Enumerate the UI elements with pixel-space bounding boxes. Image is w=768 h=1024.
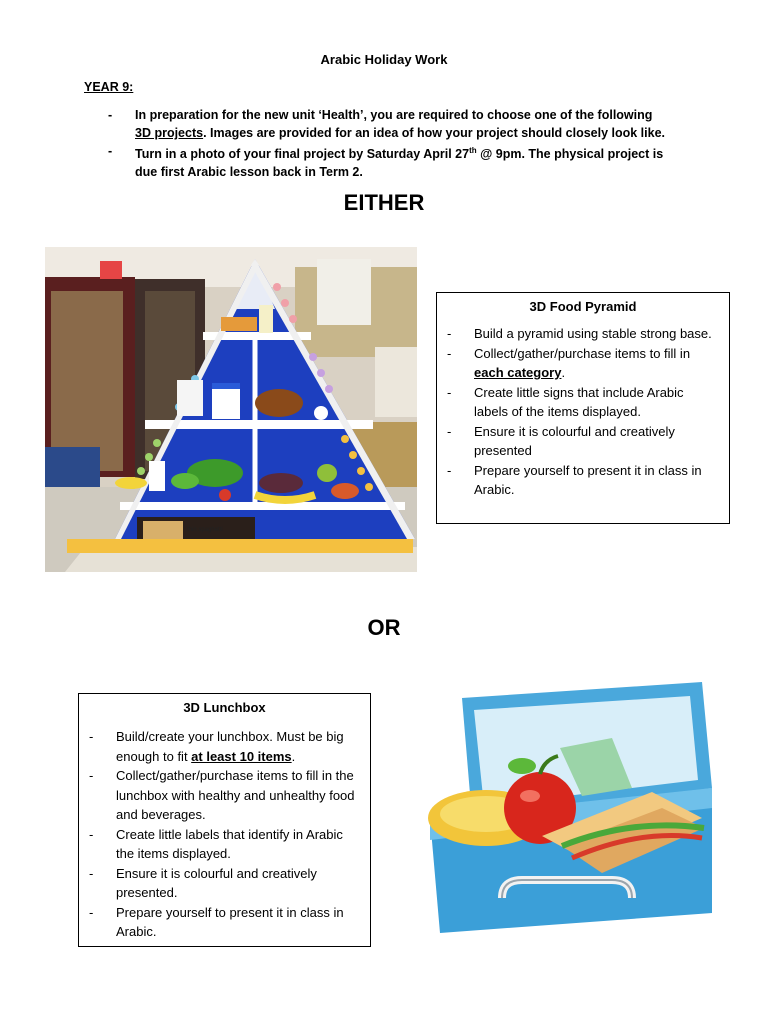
food-pyramid-panel	[436, 292, 730, 524]
list-item: - Collect/gather/purchase items to fill in the lunchbox with healthy and unhealthy food and beverages.	[79, 766, 362, 825]
or-heading: OR	[367, 615, 401, 640]
either-heading: EITHER	[343, 190, 425, 215]
list-item: - Build/create your lunchbox. Must be big enough to fit at least 10 items.	[79, 727, 362, 766]
document-title: Arabic Holiday Work	[320, 52, 448, 67]
lunchbox-illustration	[412, 668, 726, 938]
year-heading: YEAR 9:	[84, 80, 134, 94]
list-item: - Ensure it is colourful and creatively presented.	[79, 864, 362, 903]
food-pyramid-photo	[45, 247, 417, 572]
food-pyramid-heading: 3D Food Pyramid	[529, 299, 637, 314]
lunchbox-panel	[78, 693, 371, 947]
list-item: - Prepare yourself to present it in class in Arabic.	[437, 461, 719, 500]
list-item: - Create little signs that include Arabic labels of the items displayed.	[437, 383, 719, 422]
lunchbox-heading: 3D Lunchbox	[183, 700, 266, 715]
food-pyramid-illustration	[45, 247, 417, 572]
lunchbox-list	[79, 727, 362, 942]
instruction-item-2: - Turn in a photo of your final project by Saturday April 27th @ 9pm. The physical project is due first Arabic lesson back in Term 2.	[108, 142, 668, 181]
projects-emphasis: 3D projects	[135, 126, 204, 140]
lunchbox-drawing	[412, 668, 726, 938]
list-item: - Prepare yourself to present it in class in Arabic.	[79, 903, 362, 942]
list-item: - Collect/gather/purchase items to fill in each category.	[437, 344, 719, 383]
food-pyramid-list	[437, 324, 719, 500]
list-item: - Ensure it is colourful and creatively presented	[437, 422, 719, 461]
photo-box-label: thin spaghetti	[187, 527, 223, 533]
instruction-item-1: - In preparation for the new unit ‘Health’, you are required to choose one of the following 3D projects. Images are provided for an idea of how your project should closely look like.	[108, 106, 668, 142]
list-item: - Create little labels that identify in Arabic the items displayed.	[79, 825, 362, 864]
list-item: - Build a pyramid using stable strong base.	[437, 324, 719, 344]
instructions-list	[108, 106, 668, 181]
